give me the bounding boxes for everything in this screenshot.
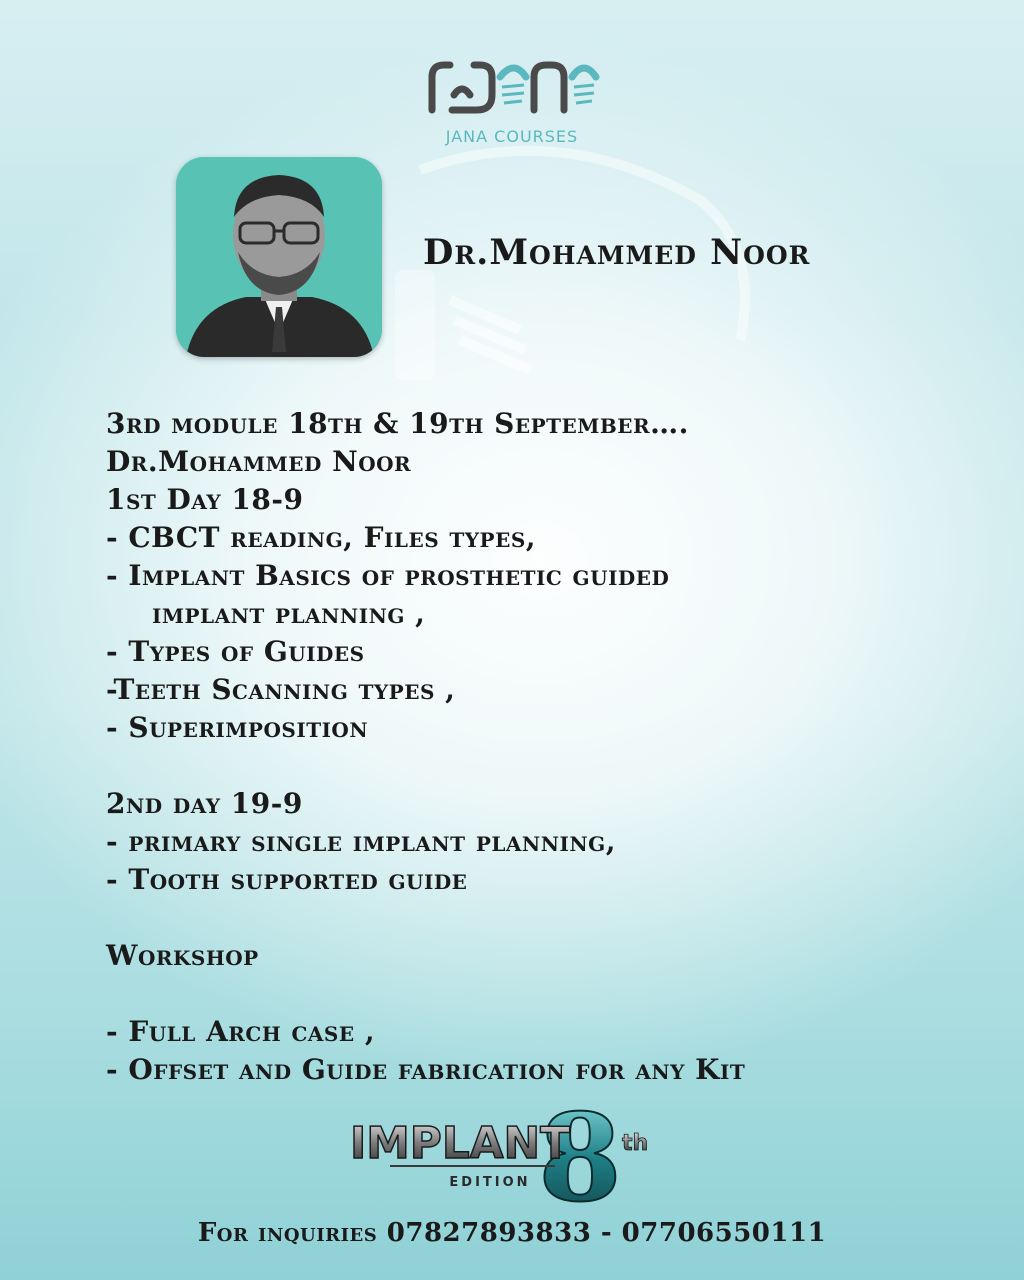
logo-text: JANA COURSES bbox=[445, 127, 579, 146]
list-item: - Types of Guides bbox=[106, 635, 365, 668]
module-speaker: Dr.Mohammed Noor bbox=[106, 445, 412, 478]
list-item: -Teeth Scanning types , bbox=[106, 673, 456, 706]
badge-word: IMPLANT bbox=[350, 1118, 570, 1169]
list-item: - Implant Basics of prosthetic guided bbox=[106, 559, 670, 592]
spacer bbox=[106, 747, 966, 785]
list-item: - Offset and Guide fabrication for any Kit bbox=[106, 1053, 746, 1086]
day2-title: 2nd day 19-9 bbox=[106, 787, 303, 820]
spacer bbox=[106, 899, 966, 937]
badge-number: 8 bbox=[538, 1100, 622, 1210]
course-schedule bbox=[106, 405, 966, 1089]
speaker-photo bbox=[176, 157, 382, 357]
speaker-name: Dr.Mohammed Noor bbox=[423, 232, 811, 273]
contact-info: For inquiries 07827893833 - 07706550111 bbox=[197, 1218, 827, 1248]
list-item: implant planning , bbox=[152, 597, 426, 630]
workshop-title: Workshop bbox=[106, 939, 259, 972]
list-item: - Full Arch case , bbox=[106, 1015, 376, 1048]
jana-logo-icon bbox=[422, 55, 602, 125]
badge-label: EDITION bbox=[449, 1175, 531, 1190]
list-item: - CBCT reading, Files types, bbox=[106, 521, 537, 554]
list-item: - primary single implant planning, bbox=[106, 825, 616, 858]
brand-logo bbox=[0, 55, 1024, 146]
module-header: 3rd module 18th & 19th September…. bbox=[106, 407, 689, 440]
person-portrait-icon bbox=[176, 157, 382, 357]
day1-title: 1st Day 18-9 bbox=[106, 483, 304, 516]
implant-edition-logo bbox=[340, 1100, 670, 1210]
badge-suffix: th bbox=[622, 1131, 649, 1156]
spacer bbox=[106, 975, 966, 1013]
list-item: - Tooth supported guide bbox=[106, 863, 468, 896]
list-item: - Superimposition bbox=[106, 711, 369, 744]
